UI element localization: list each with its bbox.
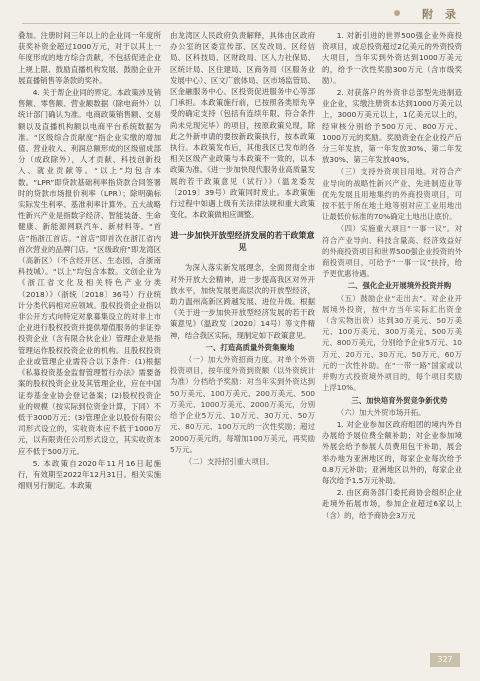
paragraph: 5. 本政策自2020年11月16日起施行，有效期至2022年12月31日。相关实施细则另行制定。本政策 [18,458,161,491]
article-title: 进一步加快开放型经济发展的若干政策意见 [170,231,315,253]
paragraph: 叠加。注册时间三年以上的企业同一年度所获奖补资金超过1000万元，对于以其上一年度形成的地方综合贡献，不包括促进企业上规上限、鼓励直播机构发展、鼓励企业开展直播销售等条款的奖补。 [18,31,161,85]
column-right [322,30,462,630]
paragraph: （四）实施重大项目“一事一议”。对符合产业导向、科技含量高、经济效益好的外商投资项目和世界500强企业投资的外商投资项目，可给予“一事一议”扶持，给予更优惠待遇。 [322,224,462,279]
paragraph: 1. 对新引进的世界500强企业外商投资项目，或总投资超过2亿美元的外资投资大项目，当年实到外资达到1000万美元的，给予一次性奖励300万元（含市级奖励）。 [322,31,462,85]
paragraph: 1. 对企业参加区政府组团的境内外自办展给予展位费全额补助；对企业参加境外展会给予参展人员费用包干补助，展会举办地为亚洲地区的，每家企业每次给予0.8万元补助；亚洲地区以外的，每家企业每次给予1.5万元补助。 [322,419,462,485]
paragraph: 为深入落实新发展理念，全面贯彻全市对外开放大会精神，进一步提高我区对外开放水平，加快发展更高层次的开放型经济，助力温州高新区跨越发展、进位升级。根据《关于进一步加快开放型经济发展的若干政策意见》（温政发〔2020〕14号）等文件精神，结合我区实际，现制定如下政策意见。 [170,263,315,340]
paragraph: （一）加大外资招商力度。对单个外资投资项目，按年度外资到资额（以外资统计为准）分档给予奖励：对当年实到外资达到50万美元、100万美元、200万美元、500万美元、1000万美元、2000万美元，分别给予企业5万元、10万元、30万元、50万元、80万元、100万元的一次性奖励；超过2000万美元的，每增加100万美元，再奖励5万元。 [170,355,315,454]
paragraph: 由龙湾区人民政府负责解释，具体由区政府办公室的区委宣传部、区发改局、区经信局、区科技局、区财政局、区人力社保局、区统计局、区住建局、区商务局（区服务业发展中心）、区文广旅体局、区市场监管局、区金融服务中心、区投资促进服务中心等部门承担。本政策施行前，已按照各类原先享受的确定支持（包括有连续年限、符合条件尚未兑现完毕）的项目，按原政策兑现，除此之外新申请的要按新政策执行，按本政策执行。本政策发布后，其他我区已发布的各相关区级产业政策与本政策不一致的，以本政策为准。《进一步加快现代服务业高质量发展的若干政策意见（试行）》（温龙委发〔2019〕39号）政策同时废止。本政策施行过程中如遇上级有关法律法规和重大政策变化，本政策做相应调整。 [170,31,315,220]
subheading: （二）支持招引重大项目。 [184,456,274,466]
paragraph: 4. 关于帮企业同的界定。本政策涉及销售额、零售额、营业额数据（除电商外）以统计部门确认为准。电商政策销售额、交易额以及直播机构额以电商平台系统数据为准。“区级综合贡献度”指企业实缴的增加值、营业收入、利润总额形成的区级留成部分（成政除外），人才贡献、科技创新投入、就业贡献等。“以上”均包含本数。“LPR”即贷款基础利率指贷款合同签署时的贷款市场报价利率（LPR）；除明确标实际发生利率、基准利率计算外。五大战略性新兴产业是指数字经济、智能装备、生命健康、新能源网联汽车、新材料等。“首店”指浙江首店。“首店”即首次在浙江省内首次营业的品牌门店。“区级政府”即龙湾区（高新区）（不含经开区、生态园，含浙南科技城）。“以上”均包含本数。文创企业为《浙江省文化及相关特色产业分类（2018）》（浙统〔2018〕36号）行业统计分类代码相对应领域。股权投资企业指以非公开方式向特定对象募集设立的对非上市企业进行股权投资并提供增值服务的非证券投资企业（含有限合伙企业）管理企业是指管理运作股权投资企业的机构。且股权投资企业或管理企业需符合以下条件：(1)根据《私募投资基金监督管理暂行办法》需要备案的股权投资企业及其管理企业，应在中国证券基金业协会登记备案；(2)股权投资企业的规模（按实际到位资金计算，下同）不低于3000万元；(3)管理企业以股份有限公司形式设立的，实收资本应不低于1000万元，以有限责任公司形式设立，其实收资本应不低于500万元。 [18,88,161,456]
paragraph: （三）支持外资项目用地。对符合产业导向的战略性新兴产业、先进制造业等优先发展且用地集约的外商投资项目，可按不低于所在地土地等别对应工业用地出让最低价标准的70%确定土地出让底价。 [322,167,462,222]
running-header [0,0,480,24]
section-tag: 附 录 [422,8,460,21]
header-ornament-icon [394,10,400,16]
paragraph: （五）鼓励企业“走出去”。对企业开展境外投资，按中方当年实际汇出资金（含实物出资）达到30万美元、50万美元、100万美元、300万美元、500万美元、800万美元，分别给予企业5万元、10万元、20万元、30万元、50万元、60万元的一次性补助。在“一带一路”国家或以并购方式投资境外项目的，每个项目奖励上浮10%。 [322,293,462,393]
column-left [18,30,161,630]
heading-section: 一、打造高质量外资集聚地 [205,342,295,352]
header-rule [22,23,460,24]
heading-section: 三、加快培育外贸竞争新优势 [351,395,448,405]
heading-section: 二、强化企业开展境外投资并购 [347,281,452,291]
column-middle [170,30,315,650]
page-number: 327 [430,653,460,667]
paragraph: 2. 对获落户的外资非总部型先进制造业企业，实缴注册资本达到1000万美元以上，3000万美元以上，1亿美元以上的，经审核分别给予500万元、800万元、1000万元的奖励。奖励资金在企业投产后分三年发放，第一年发放30%、第二年发放30%、第三年发放40%。 [322,88,462,165]
paragraph: 2. 由区商务部门委托商协会组织企业赴境外拓展市场，参加企业超过6家以上（含）的，给予商协会3万元 [322,488,462,520]
subheading: （六）加大外贸市场开拓。 [336,407,426,417]
